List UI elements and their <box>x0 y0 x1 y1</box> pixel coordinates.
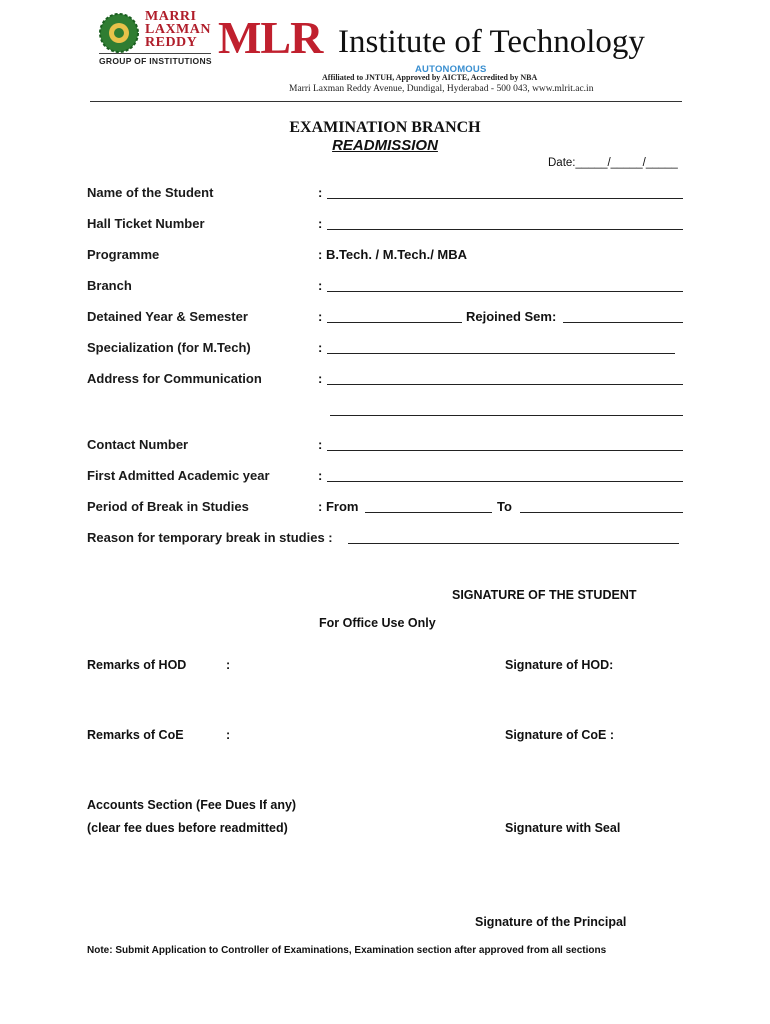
page-title: EXAMINATION BRANCH <box>289 119 481 136</box>
clear-dues-note: (clear fee dues before readmitted) <box>87 821 288 835</box>
logo-line-1: MARRI <box>145 9 197 24</box>
colon: : <box>318 216 323 231</box>
reason-field[interactable] <box>348 543 679 544</box>
colon: : <box>318 278 323 293</box>
first-admitted-label: First Admitted Academic year <box>87 468 270 483</box>
period-break-label: Period of Break in Studies <box>87 499 249 514</box>
footer-note: Note: Submit Application to Controller of Examinations, Examination section after approved from all sections <box>87 945 607 956</box>
institution-emblem-icon <box>98 12 140 54</box>
address-field-line-1[interactable] <box>327 384 683 385</box>
programme-options[interactable]: : B.Tech. / M.Tech./ MBA <box>318 247 468 262</box>
autonomous-badge: AUTONOMOUS <box>415 64 487 75</box>
programme-label: Programme <box>87 247 160 262</box>
affiliation-text: Affiliated to JNTUH, Approved by AICTE, Accredited by NBA <box>322 73 538 82</box>
to-field[interactable] <box>520 512 683 513</box>
remarks-hod-label: Remarks of HOD <box>87 658 187 672</box>
specialization-field[interactable] <box>327 353 675 354</box>
branch-label: Branch <box>87 278 132 293</box>
branch-field[interactable] <box>327 291 683 292</box>
from-field[interactable] <box>365 512 492 513</box>
from-label: : From <box>318 499 359 514</box>
principal-signature-label: Signature of the Principal <box>475 915 627 929</box>
colon: : <box>318 340 323 355</box>
colon: : <box>318 309 323 324</box>
name-label: Name of the Student <box>87 185 214 200</box>
mlr-wordmark: MLR <box>218 12 323 63</box>
specialization-label: Specialization (for M.Tech) <box>87 340 251 355</box>
rejoined-field[interactable] <box>563 322 683 323</box>
first-admitted-field[interactable] <box>327 481 683 482</box>
header-divider <box>90 101 682 102</box>
contact-field[interactable] <box>327 450 683 451</box>
hall-ticket-label: Hall Ticket Number <box>87 216 205 231</box>
colon: : <box>226 658 231 672</box>
hall-ticket-field[interactable] <box>327 229 683 230</box>
to-label: To <box>497 499 512 514</box>
date-field[interactable]: Date:_____/_____/_____ <box>548 157 678 169</box>
logo-divider <box>99 53 211 54</box>
colon: : <box>318 371 323 386</box>
group-of-institutions: GROUP OF INSTITUTIONS <box>99 56 212 66</box>
coe-signature-label: Signature of CoE : <box>505 728 615 742</box>
contact-label: Contact Number <box>87 437 189 452</box>
address-label: Address for Communication <box>87 371 262 386</box>
institute-name: Institute of Technology <box>338 24 645 60</box>
seal-signature-label: Signature with Seal <box>505 821 621 835</box>
colon: : <box>226 728 231 742</box>
institute-address: Marri Laxman Reddy Avenue, Dundigal, Hyderabad - 500 043, www.mlrit.ac.in <box>289 84 594 94</box>
logo-line-2: LAXMAN <box>145 22 211 37</box>
logo-name <box>145 10 211 49</box>
accounts-section-label: Accounts Section (Fee Dues If any) <box>87 798 297 812</box>
colon: : <box>318 185 323 200</box>
reason-label: Reason for temporary break in studies : <box>87 530 333 545</box>
office-use-heading: For Office Use Only <box>319 616 436 630</box>
hod-signature-label: Signature of HOD: <box>505 658 614 672</box>
address-field-line-2[interactable] <box>330 415 683 416</box>
name-field[interactable] <box>327 198 683 199</box>
page-subtitle: READMISSION <box>332 137 438 154</box>
logo-line-3: REDDY <box>145 35 198 50</box>
colon: : <box>318 437 323 452</box>
rejoined-label: Rejoined Sem: <box>466 309 557 324</box>
remarks-coe-label: Remarks of CoE <box>87 728 184 742</box>
detained-field[interactable] <box>327 322 462 323</box>
colon: : <box>318 468 323 483</box>
student-signature: SIGNATURE OF THE STUDENT <box>452 588 637 602</box>
detained-label: Detained Year & Semester <box>87 309 248 324</box>
